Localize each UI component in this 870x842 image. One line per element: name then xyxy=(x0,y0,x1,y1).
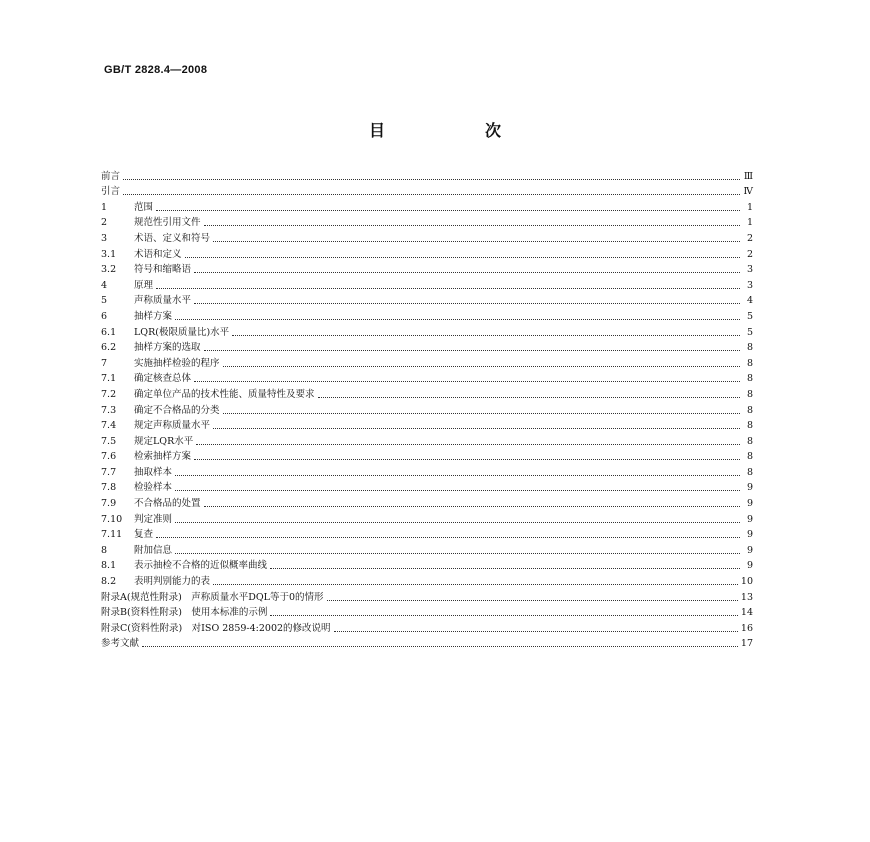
toc-leader-dots xyxy=(213,427,740,429)
toc-leader-dots xyxy=(175,521,740,523)
toc-entry-number: 7.10 xyxy=(101,513,123,525)
toc-entry-number: 6.2 xyxy=(101,342,117,354)
toc-entry-title: 原理 xyxy=(134,279,154,291)
toc-entry-number: 1 xyxy=(101,201,108,213)
toc-entry-title: 术语和定义 xyxy=(134,248,182,260)
toc-entry-page: 17 xyxy=(740,638,753,650)
toc-leader-dots xyxy=(334,630,738,632)
toc-entry-page: 8 xyxy=(746,451,753,463)
toc-entry-number: 5 xyxy=(101,295,108,307)
toc-entry-title: 抽样方案的选取 xyxy=(134,342,201,354)
toc-entry-title: 表示抽检不合格的近似概率曲线 xyxy=(134,560,268,572)
toc-entry[interactable] xyxy=(101,262,753,278)
toc-entry-page: 8 xyxy=(746,420,753,432)
toc-entry-page: 2 xyxy=(746,232,753,244)
toc-entry[interactable] xyxy=(101,293,753,309)
toc-entry[interactable] xyxy=(101,308,753,324)
toc-entry-page: 1 xyxy=(746,201,753,213)
toc-entry-page: 3 xyxy=(746,279,753,291)
toc-entry-title: 判定准则 xyxy=(134,513,173,525)
toc-entry[interactable] xyxy=(101,402,753,418)
toc-leader-dots xyxy=(270,614,738,616)
toc-entry[interactable] xyxy=(101,230,753,246)
toc-leader-dots xyxy=(204,224,740,226)
toc-entry[interactable] xyxy=(101,605,753,621)
toc-leader-dots xyxy=(232,334,740,336)
toc-entry-title: 符号和缩略语 xyxy=(134,264,192,276)
toc-entry[interactable] xyxy=(101,542,753,558)
toc-entry[interactable] xyxy=(101,371,753,387)
toc-leader-dots xyxy=(175,474,740,476)
toc-leader-dots xyxy=(327,599,738,601)
toc-entry[interactable] xyxy=(101,386,753,402)
toc-entry-page: 9 xyxy=(746,560,753,572)
toc-entry[interactable] xyxy=(101,449,753,465)
toc-entry-title: 前言 xyxy=(101,170,121,182)
standard-code: GB/T 2828.4—2008 xyxy=(104,64,208,76)
toc-entry-page: 3 xyxy=(746,264,753,276)
toc-leader-dots xyxy=(156,209,740,211)
toc-entry-number: 3 xyxy=(101,232,108,244)
toc-entry-number: 7.8 xyxy=(101,482,117,494)
toc-entry-title: 附录C(资料性附录) 对ISO 2859-4:2002的修改说明 xyxy=(101,622,331,634)
toc-entry[interactable] xyxy=(101,184,753,200)
toc-entry[interactable] xyxy=(101,620,753,636)
toc-entry-title: 规定声称质量水平 xyxy=(134,420,211,432)
toc-entry-page: 8 xyxy=(746,388,753,400)
toc-entry[interactable] xyxy=(101,433,753,449)
toc-entry-title: LQR(极限质量比)水平 xyxy=(134,326,230,338)
toc-leader-dots xyxy=(175,552,740,554)
toc-entry-title: 术语、定义和符号 xyxy=(134,232,211,244)
table-of-contents xyxy=(101,168,753,651)
toc-entry-page: 8 xyxy=(746,404,753,416)
toc-entry-title: 复查 xyxy=(134,529,154,541)
toc-entry[interactable] xyxy=(101,340,753,356)
toc-entry-title: 检索抽样方案 xyxy=(134,451,192,463)
toc-leader-dots xyxy=(194,271,740,273)
toc-entry-page: 2 xyxy=(746,248,753,260)
toc-entry[interactable] xyxy=(101,527,753,543)
toc-entry-page: 14 xyxy=(740,607,753,619)
toc-entry-page: 8 xyxy=(746,466,753,478)
toc-entry-number: 8 xyxy=(101,544,108,556)
toc-entry-number: 8.1 xyxy=(101,560,117,572)
toc-entry[interactable] xyxy=(101,355,753,371)
toc-leader-dots xyxy=(204,505,740,507)
toc-entry-title: 附录B(资料性附录) 使用本标准的示例 xyxy=(101,607,268,619)
toc-entry-title: 抽样方案 xyxy=(134,310,173,322)
toc-entry[interactable] xyxy=(101,324,753,340)
toc-entry[interactable] xyxy=(101,495,753,511)
toc-leader-dots xyxy=(223,365,740,367)
toc-entry-page: 9 xyxy=(746,498,753,510)
toc-entry-page: 16 xyxy=(740,622,753,634)
toc-entry-title: 检验样本 xyxy=(134,482,173,494)
toc-entry[interactable] xyxy=(101,418,753,434)
toc-entry[interactable] xyxy=(101,573,753,589)
toc-entry-page: 1 xyxy=(746,217,753,229)
toc-entry-title: 引言 xyxy=(101,186,121,198)
toc-entry-page: Ⅲ xyxy=(743,170,753,182)
toc-entry-title: 规定LQR水平 xyxy=(134,435,194,447)
toc-entry-title: 确定单位产品的技术性能、质量特性及要求 xyxy=(134,388,315,400)
toc-entry-number: 7.6 xyxy=(101,451,117,463)
toc-entry-title: 不合格品的处置 xyxy=(134,498,201,510)
toc-leader-dots xyxy=(270,567,740,569)
toc-entry-number: 7.3 xyxy=(101,404,117,416)
toc-entry-title: 表明判别能力的表 xyxy=(134,576,211,588)
toc-entry-title: 规范性引用文件 xyxy=(134,217,201,229)
toc-leader-dots xyxy=(194,380,740,382)
toc-entry-title: 附录A(规范性附录) 声称质量水平DQL等于0的情形 xyxy=(101,591,324,603)
toc-leader-dots xyxy=(213,240,740,242)
toc-entry-number: 7.5 xyxy=(101,435,117,447)
toc-entry-number: 7.2 xyxy=(101,388,117,400)
toc-entry-number: 2 xyxy=(101,217,108,229)
toc-entry-number: 7 xyxy=(101,357,108,369)
toc-entry-page: 8 xyxy=(746,357,753,369)
toc-leader-dots xyxy=(175,318,740,320)
toc-entry-number: 7.4 xyxy=(101,420,117,432)
toc-leader-dots xyxy=(213,583,738,585)
toc-leader-dots xyxy=(185,256,740,258)
toc-entry-page: 9 xyxy=(746,529,753,541)
toc-entry-title: 附加信息 xyxy=(134,544,173,556)
toc-entry-number: 3.1 xyxy=(101,248,117,260)
toc-entry-title: 声称质量水平 xyxy=(134,295,192,307)
toc-leader-dots xyxy=(194,302,740,304)
toc-leader-dots xyxy=(204,349,740,351)
toc-entry-page: 8 xyxy=(746,342,753,354)
toc-leader-dots xyxy=(194,458,740,460)
toc-entry-number: 6 xyxy=(101,310,108,322)
toc-entry-page: 4 xyxy=(746,295,753,307)
toc-entry[interactable] xyxy=(101,277,753,293)
toc-entry-number: 7.9 xyxy=(101,498,117,510)
toc-leader-dots xyxy=(123,193,740,195)
toc-entry-page: 8 xyxy=(746,373,753,385)
toc-leader-dots xyxy=(318,396,740,398)
toc-leader-dots xyxy=(175,489,740,491)
toc-entry-page: 8 xyxy=(746,435,753,447)
toc-entry-number: 6.1 xyxy=(101,326,117,338)
toc-entry-title: 范围 xyxy=(134,201,154,213)
toc-entry[interactable] xyxy=(101,168,753,184)
toc-entry[interactable] xyxy=(101,215,753,231)
toc-entry-number: 7.1 xyxy=(101,373,117,385)
toc-entry-page: 9 xyxy=(746,482,753,494)
toc-entry[interactable] xyxy=(101,199,753,215)
toc-entry[interactable] xyxy=(101,558,753,574)
toc-entry-title: 确定核查总体 xyxy=(134,373,192,385)
toc-entry-title: 确定不合格品的分类 xyxy=(134,404,220,416)
toc-entry[interactable] xyxy=(101,246,753,262)
toc-entry[interactable] xyxy=(101,636,753,652)
toc-entry[interactable] xyxy=(101,589,753,605)
toc-entry-page: 5 xyxy=(746,310,753,322)
toc-entry-number: 7.11 xyxy=(101,529,123,541)
toc-entry[interactable] xyxy=(101,480,753,496)
toc-entry-page: 13 xyxy=(740,591,753,603)
toc-entry-number: 8.2 xyxy=(101,576,117,588)
toc-leader-dots xyxy=(123,178,740,180)
toc-entry-page: Ⅳ xyxy=(743,186,753,198)
page-title: 目 次 xyxy=(368,121,543,140)
toc-entry-title: 参考文献 xyxy=(101,638,140,650)
toc-entry-page: 9 xyxy=(746,544,753,556)
toc-entry-title: 实施抽样检验的程序 xyxy=(134,357,220,369)
toc-entry-number: 4 xyxy=(101,279,108,291)
toc-entry[interactable] xyxy=(101,511,753,527)
toc-entry-number: 7.7 xyxy=(101,466,117,478)
toc-entry-page: 5 xyxy=(746,326,753,338)
toc-leader-dots xyxy=(142,645,738,647)
toc-leader-dots xyxy=(196,443,740,445)
toc-leader-dots xyxy=(156,536,740,538)
toc-entry-page: 9 xyxy=(746,513,753,525)
toc-entry-title: 抽取样本 xyxy=(134,466,173,478)
toc-leader-dots xyxy=(156,287,740,289)
toc-leader-dots xyxy=(223,412,740,414)
toc-entry-page: 10 xyxy=(740,576,753,588)
toc-entry-number: 3.2 xyxy=(101,264,117,276)
toc-entry[interactable] xyxy=(101,464,753,480)
